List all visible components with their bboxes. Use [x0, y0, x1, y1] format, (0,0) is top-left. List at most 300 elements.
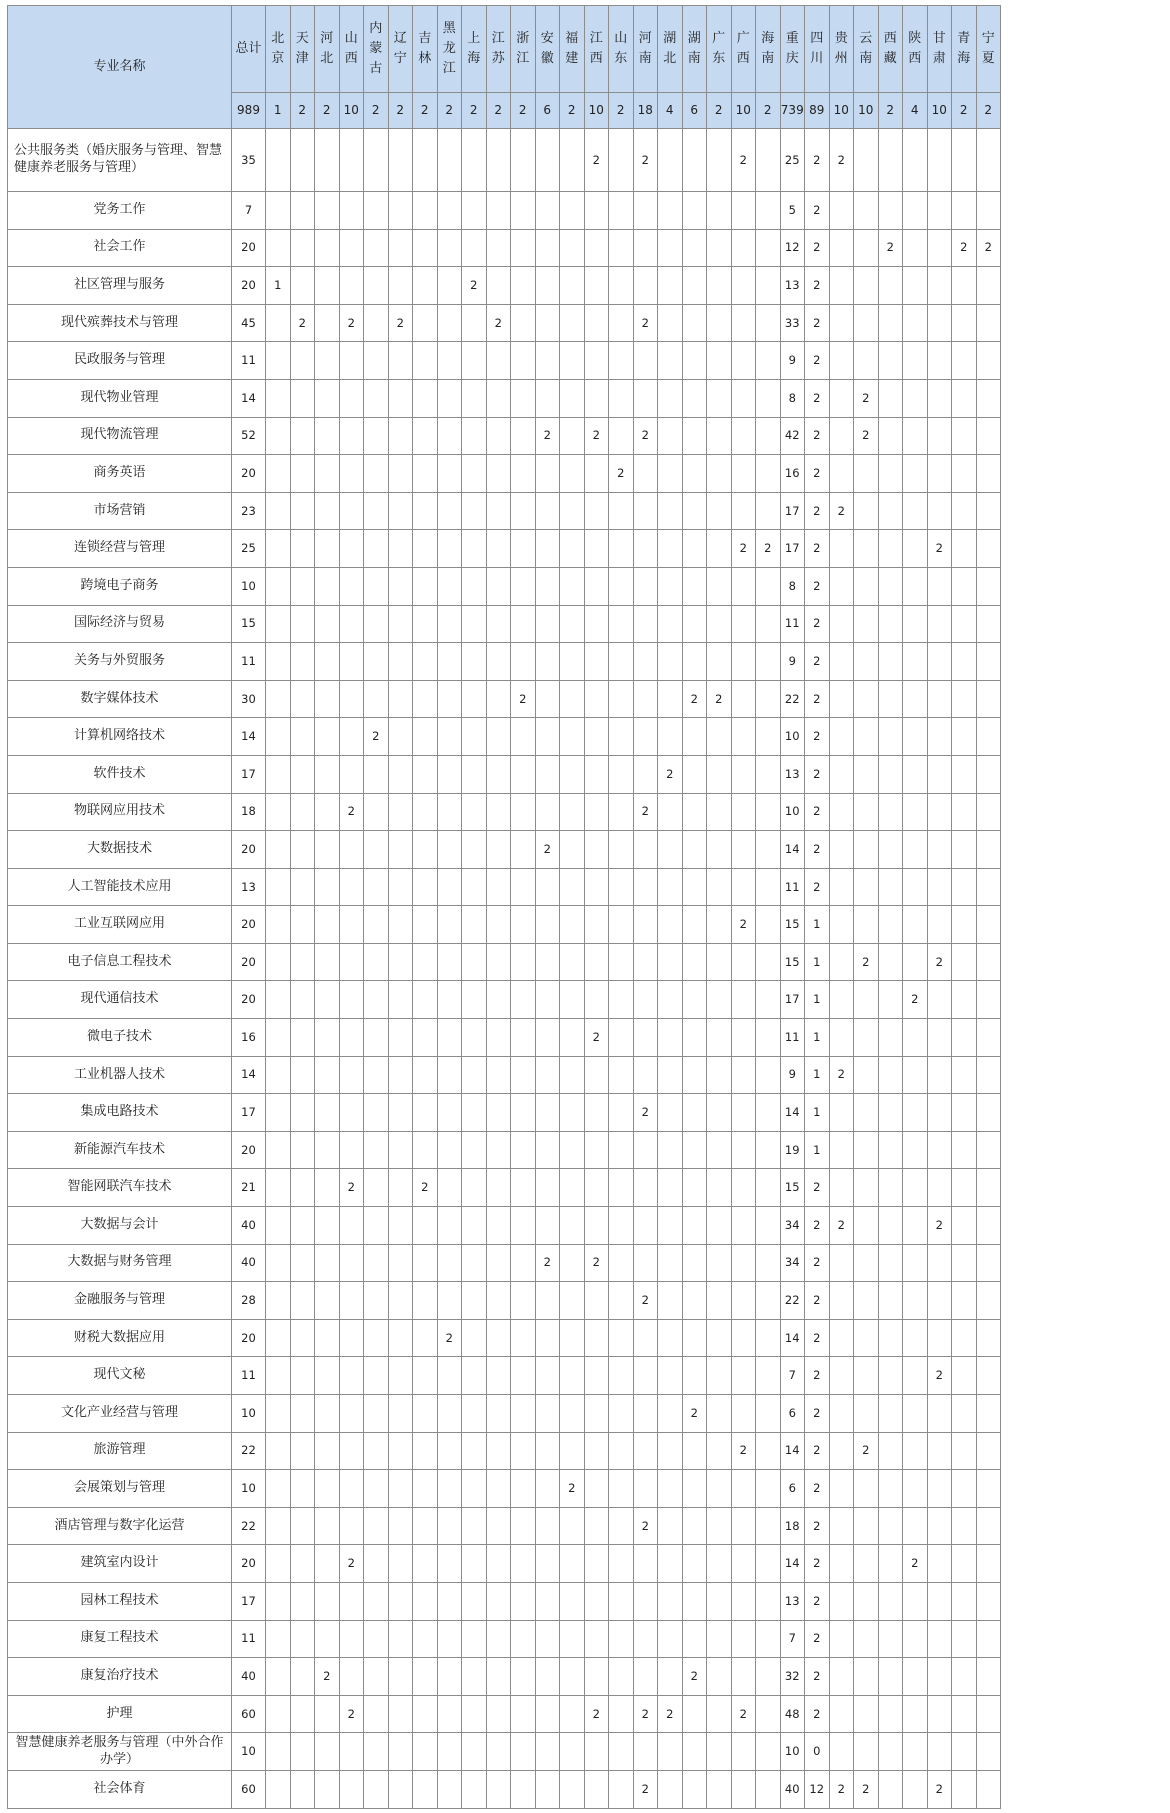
quota-cell	[511, 793, 536, 831]
quota-cell	[413, 718, 438, 756]
quota-cell	[854, 755, 879, 793]
province-total-cell: 2	[437, 93, 462, 129]
quota-cell	[339, 1432, 364, 1470]
quota-cell	[462, 530, 487, 568]
row-total-cell: 40	[232, 1658, 266, 1696]
quota-cell: 2	[805, 831, 830, 869]
quota-cell	[829, 455, 854, 493]
quota-cell	[388, 192, 413, 230]
quota-cell	[927, 1395, 952, 1433]
quota-cell	[658, 680, 683, 718]
quota-cell	[560, 831, 585, 869]
quota-cell	[609, 1056, 634, 1094]
quota-cell	[731, 680, 756, 718]
quota-cell	[952, 1019, 977, 1057]
quota-cell	[829, 1695, 854, 1733]
province-header	[805, 6, 830, 93]
quota-cell	[658, 530, 683, 568]
quota-cell	[658, 718, 683, 756]
quota-cell	[756, 1056, 781, 1094]
quota-cell	[731, 643, 756, 681]
quota-cell	[388, 680, 413, 718]
quota-cell	[903, 1244, 928, 1282]
quota-cell: 2	[682, 680, 707, 718]
quota-cell	[584, 267, 609, 305]
quota-cell	[511, 755, 536, 793]
quota-cell: 2	[805, 1319, 830, 1357]
quota-cell	[609, 1733, 634, 1771]
quota-cell	[854, 868, 879, 906]
quota-cell	[878, 1131, 903, 1169]
quota-cell	[658, 267, 683, 305]
quota-cell	[462, 1470, 487, 1508]
quota-cell	[707, 1244, 732, 1282]
quota-cell	[560, 981, 585, 1019]
quota-cell: 15	[780, 943, 805, 981]
quota-cell	[437, 342, 462, 380]
quota-cell	[266, 1695, 291, 1733]
quota-cell	[315, 1582, 340, 1620]
quota-cell	[339, 605, 364, 643]
major-name-cell: 文化产业经营与管理	[8, 1395, 232, 1433]
quota-cell	[584, 229, 609, 267]
quota-cell	[315, 342, 340, 380]
quota-cell	[854, 643, 879, 681]
quota-cell	[952, 530, 977, 568]
quota-cell	[413, 1545, 438, 1583]
table-row	[8, 567, 1001, 605]
quota-cell	[535, 1019, 560, 1057]
row-total-cell: 7	[232, 192, 266, 230]
major-name-cell: 大数据技术	[8, 831, 232, 869]
quota-cell	[952, 1244, 977, 1282]
quota-cell	[535, 1770, 560, 1808]
quota-cell	[952, 943, 977, 981]
quota-cell	[731, 304, 756, 342]
table-row	[8, 1357, 1001, 1395]
quota-cell	[756, 1695, 781, 1733]
quota-cell	[707, 492, 732, 530]
quota-cell	[829, 680, 854, 718]
province-total-cell: 10	[339, 93, 364, 129]
quota-cell	[927, 1094, 952, 1132]
quota-cell	[486, 417, 511, 455]
table-row	[8, 1094, 1001, 1132]
quota-cell	[511, 1545, 536, 1583]
quota-cell	[682, 1770, 707, 1808]
quota-cell	[315, 1094, 340, 1132]
quota-cell	[266, 1733, 291, 1771]
quota-cell	[952, 718, 977, 756]
row-total-cell: 10	[232, 567, 266, 605]
quota-cell	[266, 718, 291, 756]
quota-cell: 14	[780, 831, 805, 869]
quota-cell	[437, 868, 462, 906]
quota-cell	[364, 267, 389, 305]
quota-cell	[413, 455, 438, 493]
quota-cell	[658, 567, 683, 605]
quota-cell	[266, 1545, 291, 1583]
quota-cell	[560, 342, 585, 380]
quota-cell: 2	[535, 1244, 560, 1282]
quota-cell	[364, 567, 389, 605]
quota-cell	[658, 342, 683, 380]
row-total-cell: 22	[232, 1432, 266, 1470]
quota-cell: 2	[658, 755, 683, 793]
quota-cell	[707, 755, 732, 793]
quota-cell	[903, 304, 928, 342]
quota-cell: 1	[805, 1056, 830, 1094]
quota-cell: 2	[805, 229, 830, 267]
quota-cell	[829, 567, 854, 605]
major-name-cell: 康复工程技术	[8, 1620, 232, 1658]
quota-cell	[584, 1545, 609, 1583]
quota-cell	[511, 1357, 536, 1395]
quota-cell	[707, 1733, 732, 1771]
row-total-cell: 20	[232, 1545, 266, 1583]
quota-cell	[854, 229, 879, 267]
quota-cell	[560, 379, 585, 417]
quota-cell	[854, 567, 879, 605]
quota-cell	[584, 492, 609, 530]
quota-cell: 2	[805, 1169, 830, 1207]
quota-cell	[903, 1470, 928, 1508]
header-row	[8, 6, 1001, 93]
quota-cell	[829, 868, 854, 906]
quota-cell	[829, 906, 854, 944]
quota-cell	[829, 1620, 854, 1658]
quota-cell	[388, 530, 413, 568]
quota-cell	[462, 1169, 487, 1207]
quota-cell	[290, 755, 315, 793]
quota-cell	[609, 1282, 634, 1320]
province-header-label: 内蒙古	[369, 20, 383, 77]
quota-cell	[486, 1244, 511, 1282]
quota-cell: 14	[780, 1432, 805, 1470]
quota-cell	[658, 1094, 683, 1132]
quota-cell	[829, 718, 854, 756]
quota-cell	[413, 1470, 438, 1508]
quota-cell	[462, 1582, 487, 1620]
quota-cell	[952, 304, 977, 342]
quota-cell	[854, 1131, 879, 1169]
major-name-cell: 党务工作	[8, 192, 232, 230]
quota-cell	[535, 1395, 560, 1433]
quota-cell	[511, 868, 536, 906]
quota-cell	[927, 304, 952, 342]
quota-cell	[609, 605, 634, 643]
quota-cell	[756, 1733, 781, 1771]
quota-cell: 10	[780, 793, 805, 831]
quota-cell	[976, 1582, 1001, 1620]
quota-cell	[388, 342, 413, 380]
quota-cell: 14	[780, 1545, 805, 1583]
quota-cell	[609, 1244, 634, 1282]
quota-cell	[535, 455, 560, 493]
quota-cell	[707, 192, 732, 230]
quota-cell	[756, 1470, 781, 1508]
quota-cell	[976, 680, 1001, 718]
quota-cell	[854, 1695, 879, 1733]
quota-cell	[756, 1545, 781, 1583]
quota-cell	[633, 643, 658, 681]
quota-cell	[976, 1470, 1001, 1508]
quota-cell: 1	[805, 1094, 830, 1132]
quota-cell	[315, 1733, 340, 1771]
quota-cell	[437, 1658, 462, 1696]
quota-cell	[266, 567, 291, 605]
quota-cell: 2	[584, 1695, 609, 1733]
quota-cell	[535, 229, 560, 267]
table-row	[8, 1244, 1001, 1282]
quota-cell	[290, 229, 315, 267]
quota-cell	[952, 1695, 977, 1733]
quota-cell	[560, 1695, 585, 1733]
province-total-cell: 2	[486, 93, 511, 129]
quota-cell: 10	[780, 718, 805, 756]
row-total-cell: 10	[232, 1470, 266, 1508]
quota-cell	[486, 1545, 511, 1583]
quota-cell	[584, 304, 609, 342]
quota-cell	[315, 1432, 340, 1470]
province-header-label: 江苏	[491, 30, 505, 66]
row-total-cell: 11	[232, 1620, 266, 1658]
quota-cell	[633, 906, 658, 944]
quota-cell	[437, 192, 462, 230]
quota-cell	[707, 1019, 732, 1057]
table-row	[8, 1507, 1001, 1545]
quota-cell	[927, 1733, 952, 1771]
quota-cell	[486, 1658, 511, 1696]
table-row	[8, 1770, 1001, 1808]
province-header-label: 河北	[320, 30, 334, 66]
quota-cell	[707, 304, 732, 342]
quota-cell	[707, 342, 732, 380]
quota-cell	[462, 1620, 487, 1658]
quota-cell	[731, 793, 756, 831]
quota-cell	[339, 567, 364, 605]
quota-cell	[339, 1019, 364, 1057]
quota-cell	[339, 1207, 364, 1245]
quota-cell	[290, 455, 315, 493]
quota-cell	[829, 1019, 854, 1057]
quota-cell	[315, 831, 340, 869]
province-header-label: 湖北	[663, 30, 677, 66]
quota-cell	[560, 1658, 585, 1696]
quota-cell	[854, 1620, 879, 1658]
quota-cell	[511, 1432, 536, 1470]
quota-cell	[952, 342, 977, 380]
major-name-cell: 商务英语	[8, 455, 232, 493]
quota-cell	[584, 1658, 609, 1696]
quota-cell	[364, 1056, 389, 1094]
quota-cell	[878, 530, 903, 568]
quota-cell	[315, 1056, 340, 1094]
quota-cell	[462, 1770, 487, 1808]
quota-cell	[927, 1244, 952, 1282]
quota-cell	[927, 1620, 952, 1658]
quota-cell	[952, 267, 977, 305]
quota-cell	[976, 981, 1001, 1019]
quota-cell	[878, 1620, 903, 1658]
quota-cell	[682, 793, 707, 831]
quota-cell: 2	[633, 129, 658, 192]
province-total-cell: 1	[266, 93, 291, 129]
quota-cell: 2	[829, 1770, 854, 1808]
quota-cell	[535, 755, 560, 793]
quota-cell	[952, 1770, 977, 1808]
quota-cell	[535, 906, 560, 944]
quota-cell	[976, 530, 1001, 568]
quota-cell: 11	[780, 605, 805, 643]
province-total-cell: 739	[780, 93, 805, 129]
quota-cell	[976, 1545, 1001, 1583]
quota-cell	[878, 1582, 903, 1620]
quota-cell	[388, 455, 413, 493]
quota-cell	[756, 1770, 781, 1808]
quota-cell	[315, 680, 340, 718]
province-header-label: 福建	[565, 30, 579, 66]
quota-cell	[633, 1207, 658, 1245]
quota-cell	[633, 680, 658, 718]
quota-cell	[364, 643, 389, 681]
quota-cell	[756, 605, 781, 643]
quota-cell	[707, 1582, 732, 1620]
quota-cell	[364, 1507, 389, 1545]
quota-cell	[952, 1620, 977, 1658]
province-total-cell: 2	[707, 93, 732, 129]
quota-cell	[682, 831, 707, 869]
province-header-label: 安徽	[540, 30, 554, 66]
quota-cell	[878, 680, 903, 718]
table-row	[8, 1695, 1001, 1733]
quota-cell	[609, 868, 634, 906]
quota-cell	[560, 1395, 585, 1433]
quota-cell: 2	[854, 417, 879, 455]
province-total-cell: 2	[413, 93, 438, 129]
quota-cell	[854, 304, 879, 342]
table-row	[8, 1620, 1001, 1658]
quota-cell	[266, 1620, 291, 1658]
major-column-header: 专业名称	[8, 6, 232, 129]
quota-cell	[731, 1169, 756, 1207]
quota-cell	[364, 1733, 389, 1771]
province-header-label: 四川	[810, 30, 824, 66]
quota-cell	[315, 1319, 340, 1357]
quota-cell	[388, 1733, 413, 1771]
quota-cell	[339, 1395, 364, 1433]
quota-cell	[854, 1244, 879, 1282]
quota-cell	[878, 1470, 903, 1508]
quota-cell	[707, 1507, 732, 1545]
quota-cell	[682, 267, 707, 305]
quota-cell	[707, 1620, 732, 1658]
quota-cell	[290, 943, 315, 981]
quota-cell	[878, 1169, 903, 1207]
quota-cell	[756, 755, 781, 793]
quota-cell	[976, 267, 1001, 305]
quota-cell	[682, 1319, 707, 1357]
quota-cell	[658, 1019, 683, 1057]
quota-cell	[903, 1507, 928, 1545]
quota-cell	[290, 1582, 315, 1620]
major-name-cell: 人工智能技术应用	[8, 868, 232, 906]
table-row	[8, 492, 1001, 530]
quota-cell	[315, 1545, 340, 1583]
row-total-cell: 52	[232, 417, 266, 455]
major-name-cell: 金融服务与管理	[8, 1282, 232, 1320]
quota-cell	[413, 943, 438, 981]
major-name-cell: 工业互联网应用	[8, 906, 232, 944]
province-header	[927, 6, 952, 93]
quota-cell	[658, 192, 683, 230]
row-total-cell: 22	[232, 1507, 266, 1545]
quota-cell	[707, 981, 732, 1019]
quota-cell	[854, 1169, 879, 1207]
quota-cell	[952, 868, 977, 906]
quota-cell	[584, 1319, 609, 1357]
quota-cell	[707, 567, 732, 605]
quota-cell	[731, 1658, 756, 1696]
quota-cell	[511, 1169, 536, 1207]
quota-cell	[364, 1582, 389, 1620]
quota-cell	[486, 755, 511, 793]
quota-cell	[731, 492, 756, 530]
quota-cell	[707, 1207, 732, 1245]
quota-cell	[756, 943, 781, 981]
quota-cell	[437, 1620, 462, 1658]
quota-cell	[682, 1545, 707, 1583]
quota-cell	[290, 643, 315, 681]
quota-cell	[315, 1019, 340, 1057]
province-header-label: 西藏	[883, 30, 897, 66]
quota-cell	[486, 906, 511, 944]
quota-cell	[707, 1770, 732, 1808]
quota-cell	[364, 455, 389, 493]
quota-cell	[413, 1770, 438, 1808]
province-header-label: 重庆	[785, 30, 799, 66]
quota-cell	[952, 1733, 977, 1771]
quota-cell: 2	[805, 192, 830, 230]
quota-cell	[707, 129, 732, 192]
quota-cell	[903, 267, 928, 305]
major-name-cell: 现代物流管理	[8, 417, 232, 455]
major-name-cell: 智能网联汽车技术	[8, 1169, 232, 1207]
quota-cell	[682, 1432, 707, 1470]
quota-cell	[290, 417, 315, 455]
quota-cell: 2	[388, 304, 413, 342]
quota-cell	[609, 1507, 634, 1545]
quota-cell	[878, 304, 903, 342]
quota-cell: 2	[805, 868, 830, 906]
quota-cell	[952, 981, 977, 1019]
quota-cell	[535, 1357, 560, 1395]
province-header-label: 甘肃	[932, 30, 946, 66]
quota-cell	[339, 1056, 364, 1094]
quota-cell	[339, 342, 364, 380]
quota-cell	[437, 304, 462, 342]
quota-cell	[927, 229, 952, 267]
quota-cell: 16	[780, 455, 805, 493]
quota-cell	[854, 1582, 879, 1620]
quota-cell	[854, 1507, 879, 1545]
quota-cell	[486, 1319, 511, 1357]
quota-cell	[976, 1244, 1001, 1282]
quota-cell	[437, 1207, 462, 1245]
quota-cell	[535, 1131, 560, 1169]
quota-cell	[560, 492, 585, 530]
province-header-label: 天津	[295, 30, 309, 66]
